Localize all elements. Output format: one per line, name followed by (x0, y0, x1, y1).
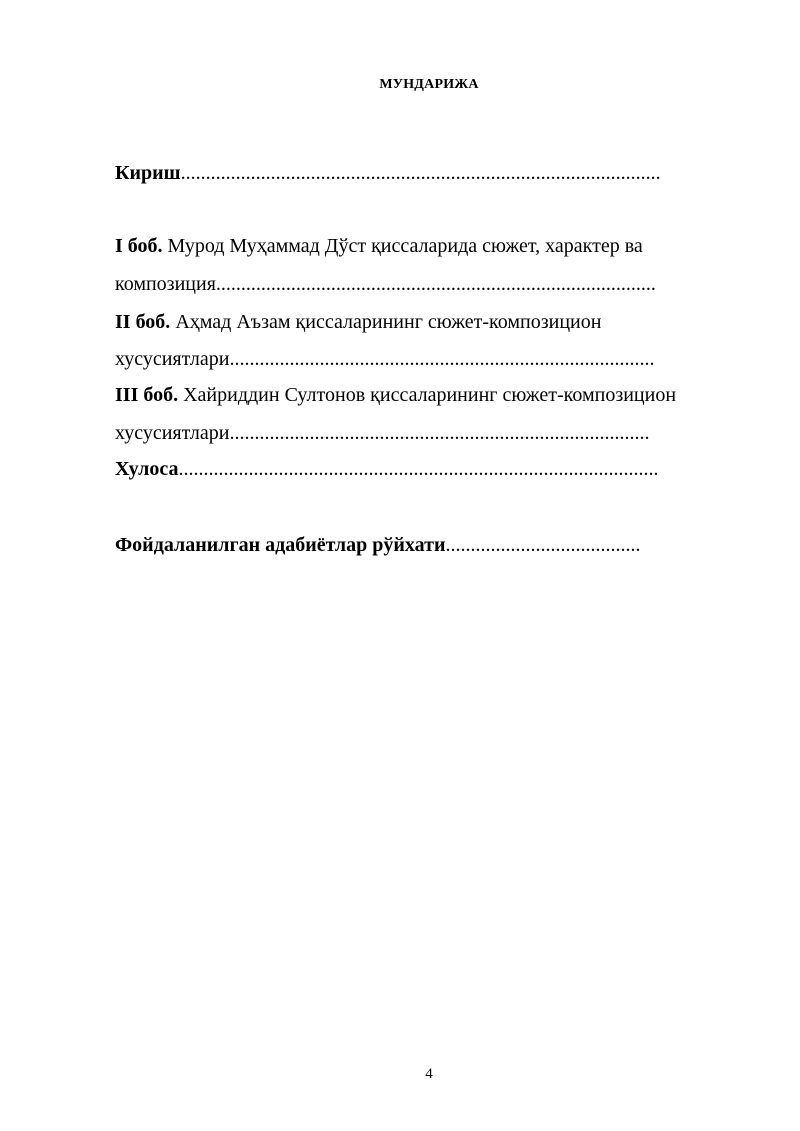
toc-chapter2-title-line1: Аҳмад Аъзам қиссаларининг сюжет-композицион (170, 311, 602, 333)
toc-intro-leader: ................................................................................................ (180, 162, 661, 184)
toc-references-label: Фойдаланилган адабиётлар рўйхати (115, 534, 446, 556)
toc-chapter1-leader: ........................................................................................ (215, 273, 656, 295)
toc-entry-intro[interactable] (115, 161, 661, 185)
toc-entry-chapter3-line2[interactable] (115, 421, 649, 445)
toc-conclusion-label: Хулоса (115, 458, 179, 480)
toc-chapter1-label: I боб. (115, 235, 163, 257)
toc-chapter2-leader: ..................................................................................... (229, 348, 655, 370)
toc-intro-label: Кириш (115, 162, 181, 184)
page-title: МУНДАРИЖА (379, 77, 479, 92)
toc-entry-chapter3-line1[interactable] (115, 383, 676, 407)
toc-chapter2-title-line2: хусусиятлари (115, 348, 230, 370)
toc-chapter1-title-line2: композиция (115, 273, 216, 295)
toc-references-leader: ....................................... (445, 534, 641, 556)
page-number: 4 (425, 1066, 433, 1082)
toc-entry-conclusion[interactable] (115, 457, 659, 481)
toc-entry-chapter2-line2[interactable] (115, 347, 654, 371)
toc-chapter3-leader: .................................................................................... (229, 422, 650, 444)
toc-entry-chapter1-line1[interactable] (115, 234, 643, 258)
toc-chapter1-title-line1: Мурод Муҳаммад Дўст қиссаларида сюжет, характер ва (162, 235, 643, 257)
toc-conclusion-leader: ................................................................................................ (178, 458, 659, 480)
toc-chapter3-label: III боб. (115, 384, 179, 406)
toc-entry-chapter2-line1[interactable] (115, 310, 601, 334)
toc-entry-chapter1-line2[interactable] (115, 272, 656, 296)
toc-chapter3-title-line2: хусусиятлари (115, 422, 230, 444)
toc-chapter3-title-line1: Хайриддин Султонов қиссаларининг сюжет-композицион (178, 384, 677, 406)
toc-entry-references[interactable] (115, 533, 641, 557)
toc-chapter2-label: II боб. (115, 311, 171, 333)
